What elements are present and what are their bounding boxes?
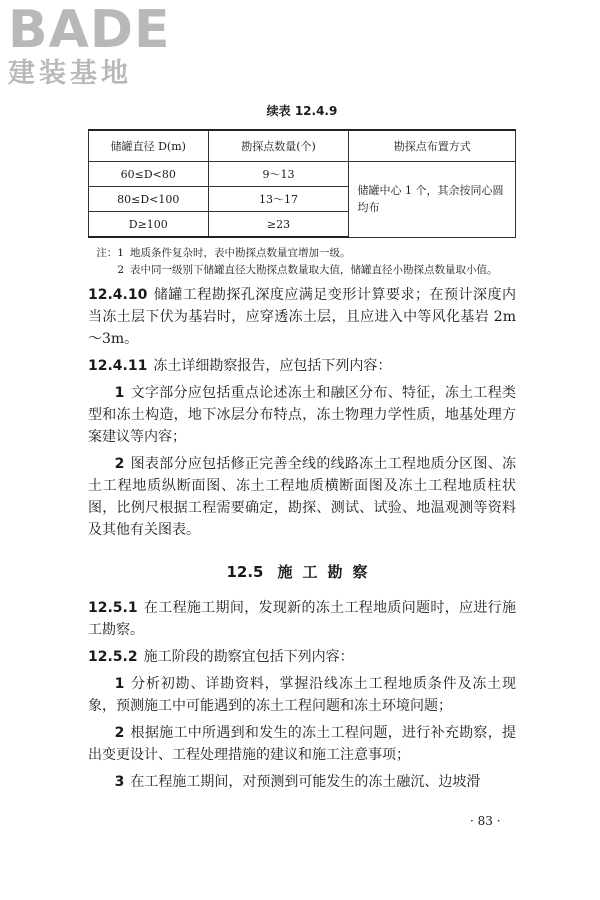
table-notes: [88, 245, 516, 279]
body-text: [88, 284, 516, 793]
clause-12-5-1: [88, 597, 516, 641]
heading-title: 施工勘察: [277, 563, 378, 581]
clause-number: 12.5.1: [88, 600, 138, 616]
clause-item: [88, 771, 516, 793]
clause-text: 储罐工程勘探孔深度应满足变形计算要求；在预计深度内当冻土层下伏为基岩时，应穿透冻土层，且应进入中等风化基岩 2m～3m。: [88, 287, 516, 347]
clause-text: 施工阶段的勘察宜包括下列内容：: [143, 649, 354, 665]
header-count: 勘探点数量(个): [208, 130, 349, 162]
section-heading: [88, 561, 516, 583]
clause-item: [88, 453, 516, 541]
clause-number: 12.5.2: [88, 649, 138, 665]
item-text: 在工程施工期间，对预测到可能发生的冻土融沉、边坡滑: [130, 774, 481, 790]
cell-diameter: D≥100: [89, 212, 209, 238]
clause-item: [88, 673, 516, 717]
cell-diameter: 60≤D<80: [89, 162, 209, 187]
item-number: 1: [114, 676, 125, 692]
clause-12-4-10: [88, 284, 516, 350]
cell-layout: 储罐中心 1 个，其余按同心圆均布: [349, 162, 516, 238]
header-layout: 勘探点布置方式: [349, 130, 516, 162]
note-number: 2: [117, 264, 124, 276]
page-number: · 83 ·: [470, 814, 501, 828]
item-number: 2: [114, 456, 125, 472]
logo-brand: BADE: [8, 0, 171, 60]
storage-tank-table: [88, 129, 516, 238]
item-number: 3: [114, 774, 125, 790]
note-item: [88, 245, 516, 262]
item-text: 文字部分应包括重点论述冻土和融区分布、特征，冻土工程类型和冻土构造，地下冰层分布特点，冻土物理力学性质，地基处理方案建议等内容；: [88, 385, 516, 445]
cell-count: ≥23: [208, 212, 349, 238]
item-text: 图表部分应包括修正完善全线的线路冻土工程地质分区图、冻土工程地质纵断面图、冻土工程地质横断面图及冻土工程地质柱状图，比例尺根据工程需要确定，勘探、测试、试验、地温观测等资料及其他有关图表。: [88, 456, 516, 538]
cell-count: 13～17: [208, 187, 349, 212]
clause-number: 12.4.10: [88, 287, 148, 303]
clause-12-4-11: [88, 355, 516, 377]
clause-item: [88, 722, 516, 766]
item-number: 2: [114, 725, 125, 741]
table-title: 续表 12.4.9: [266, 104, 338, 118]
item-text: 根据施工中所遇到和发生的冻土工程问题，进行补充勘察，提出变更设计、工程处理措施的建议和施工注意事项；: [88, 725, 516, 763]
note-text: 地质条件复杂时，表中勘探点数量宜增加一级。: [130, 247, 351, 259]
cell-diameter: 80≤D<100: [89, 187, 209, 212]
item-number: 1: [114, 385, 125, 401]
clause-text: 在工程施工期间，发现新的冻土工程地质问题时，应进行施工勘察。: [88, 600, 516, 638]
clause-number: 12.4.11: [88, 358, 148, 374]
clause-text: 冻土详细勘察报告，应包括下列内容：: [153, 358, 392, 374]
note-number: 注：1: [96, 247, 124, 259]
logo-subtitle: 建装基地: [8, 58, 132, 89]
note-item: [88, 262, 516, 279]
table-header-row: [89, 130, 516, 162]
page-content: [88, 102, 516, 798]
item-text: 分析初勘、详勘资料，掌握沿线冻土工程地质条件及冻土现象，预测施工中可能遇到的冻土工程问题和冻土环境问题；: [88, 676, 516, 714]
table-row: [89, 162, 516, 187]
clause-item: [88, 382, 516, 448]
logo: [8, 0, 171, 90]
heading-number: 12.5: [226, 563, 264, 581]
note-text: 表中同一级别下储罐直径大勘探点数量取大值，储罐直径小勘探点数量取小值。: [130, 264, 498, 276]
cell-count: 9～13: [208, 162, 349, 187]
header-diameter: 储罐直径 D(m): [89, 130, 209, 162]
clause-12-5-2: [88, 646, 516, 668]
